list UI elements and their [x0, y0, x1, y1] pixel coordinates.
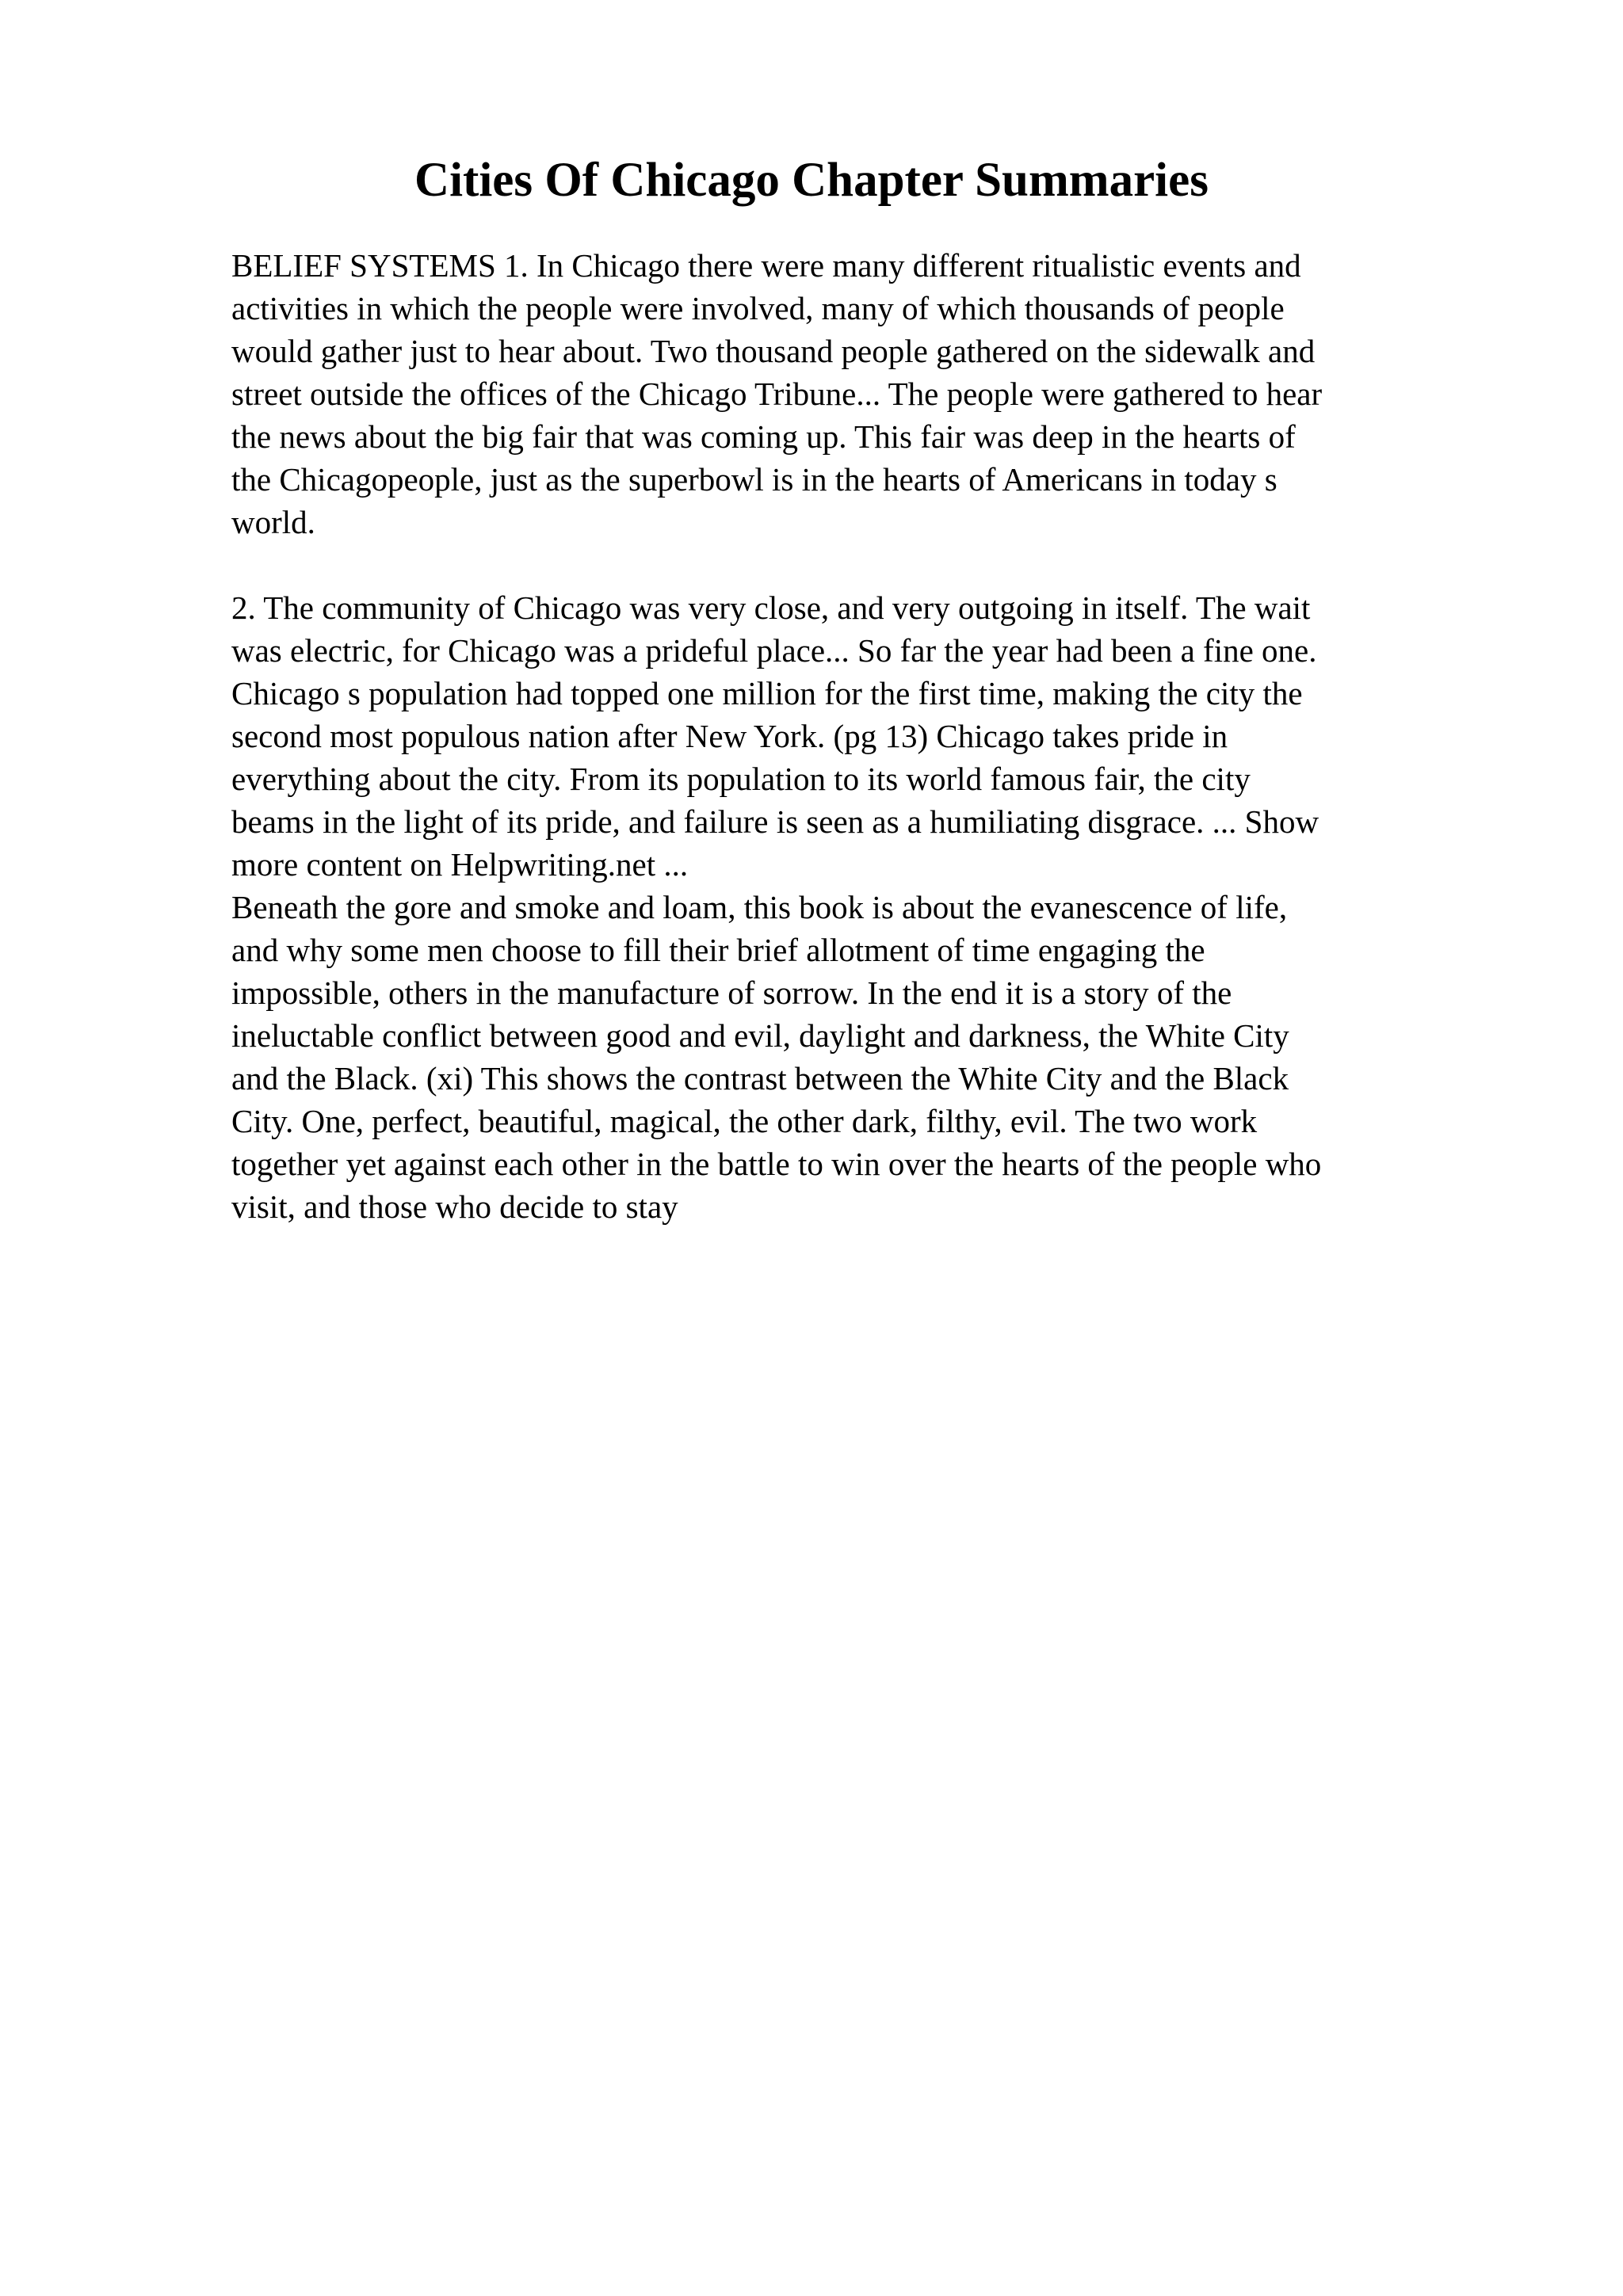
paragraph-white-city: Beneath the gore and smoke and loam, this book is about the evanescence of life, and why some men choose to fill their brief allotment of time engaging the impossible, others in the manufacture of sorrow. In the end it is a story of the ineluctable conflict between good and evil, daylight and darkness, the White City and the Black. (xi) This shows the contrast between the White City and the Black City. One, perfect, beautiful, magical, the other dark, filthy, evil. The two work together yet against each other in the battle to win over the hearts of the people who visit, and those who decide to stay	[231, 889, 1322, 1225]
paragraph-spacer	[231, 543, 1484, 586]
paragraph-belief-systems: BELIEF SYSTEMS 1. In Chicago there were many different ritualistic events and activities in which the people were involved, many of which thousands of people would gather just to hear about. Two thousand people gathered on the sidewalk and street outside the offices of the Chicago Tribune... The people were gathered to hear the news about the big fair that was coming up. This fair was deep in the hearts of the Chicagopeople, just as the superbowl is in the hearts of Americans in today s world.	[231, 247, 1323, 540]
document-body	[231, 244, 1484, 1228]
document-title: Cities Of Chicago Chapter Summaries	[414, 154, 1209, 207]
paragraph-community: 2. The community of Chicago was very close, and very outgoing in itself. The wait was electric, for Chicago was a prideful place... So far the year had been a fine one. Chicago s population had topped one million for the first time, making the city the second most populous nation after New York. (pg 13) Chicago takes pride in everything about the city. From its population to its world famous fair, the city beams in the light of its pride, and failure is seen as a humiliating disgrace. ... Show more content on Helpwriting.net ...	[231, 589, 1319, 883]
